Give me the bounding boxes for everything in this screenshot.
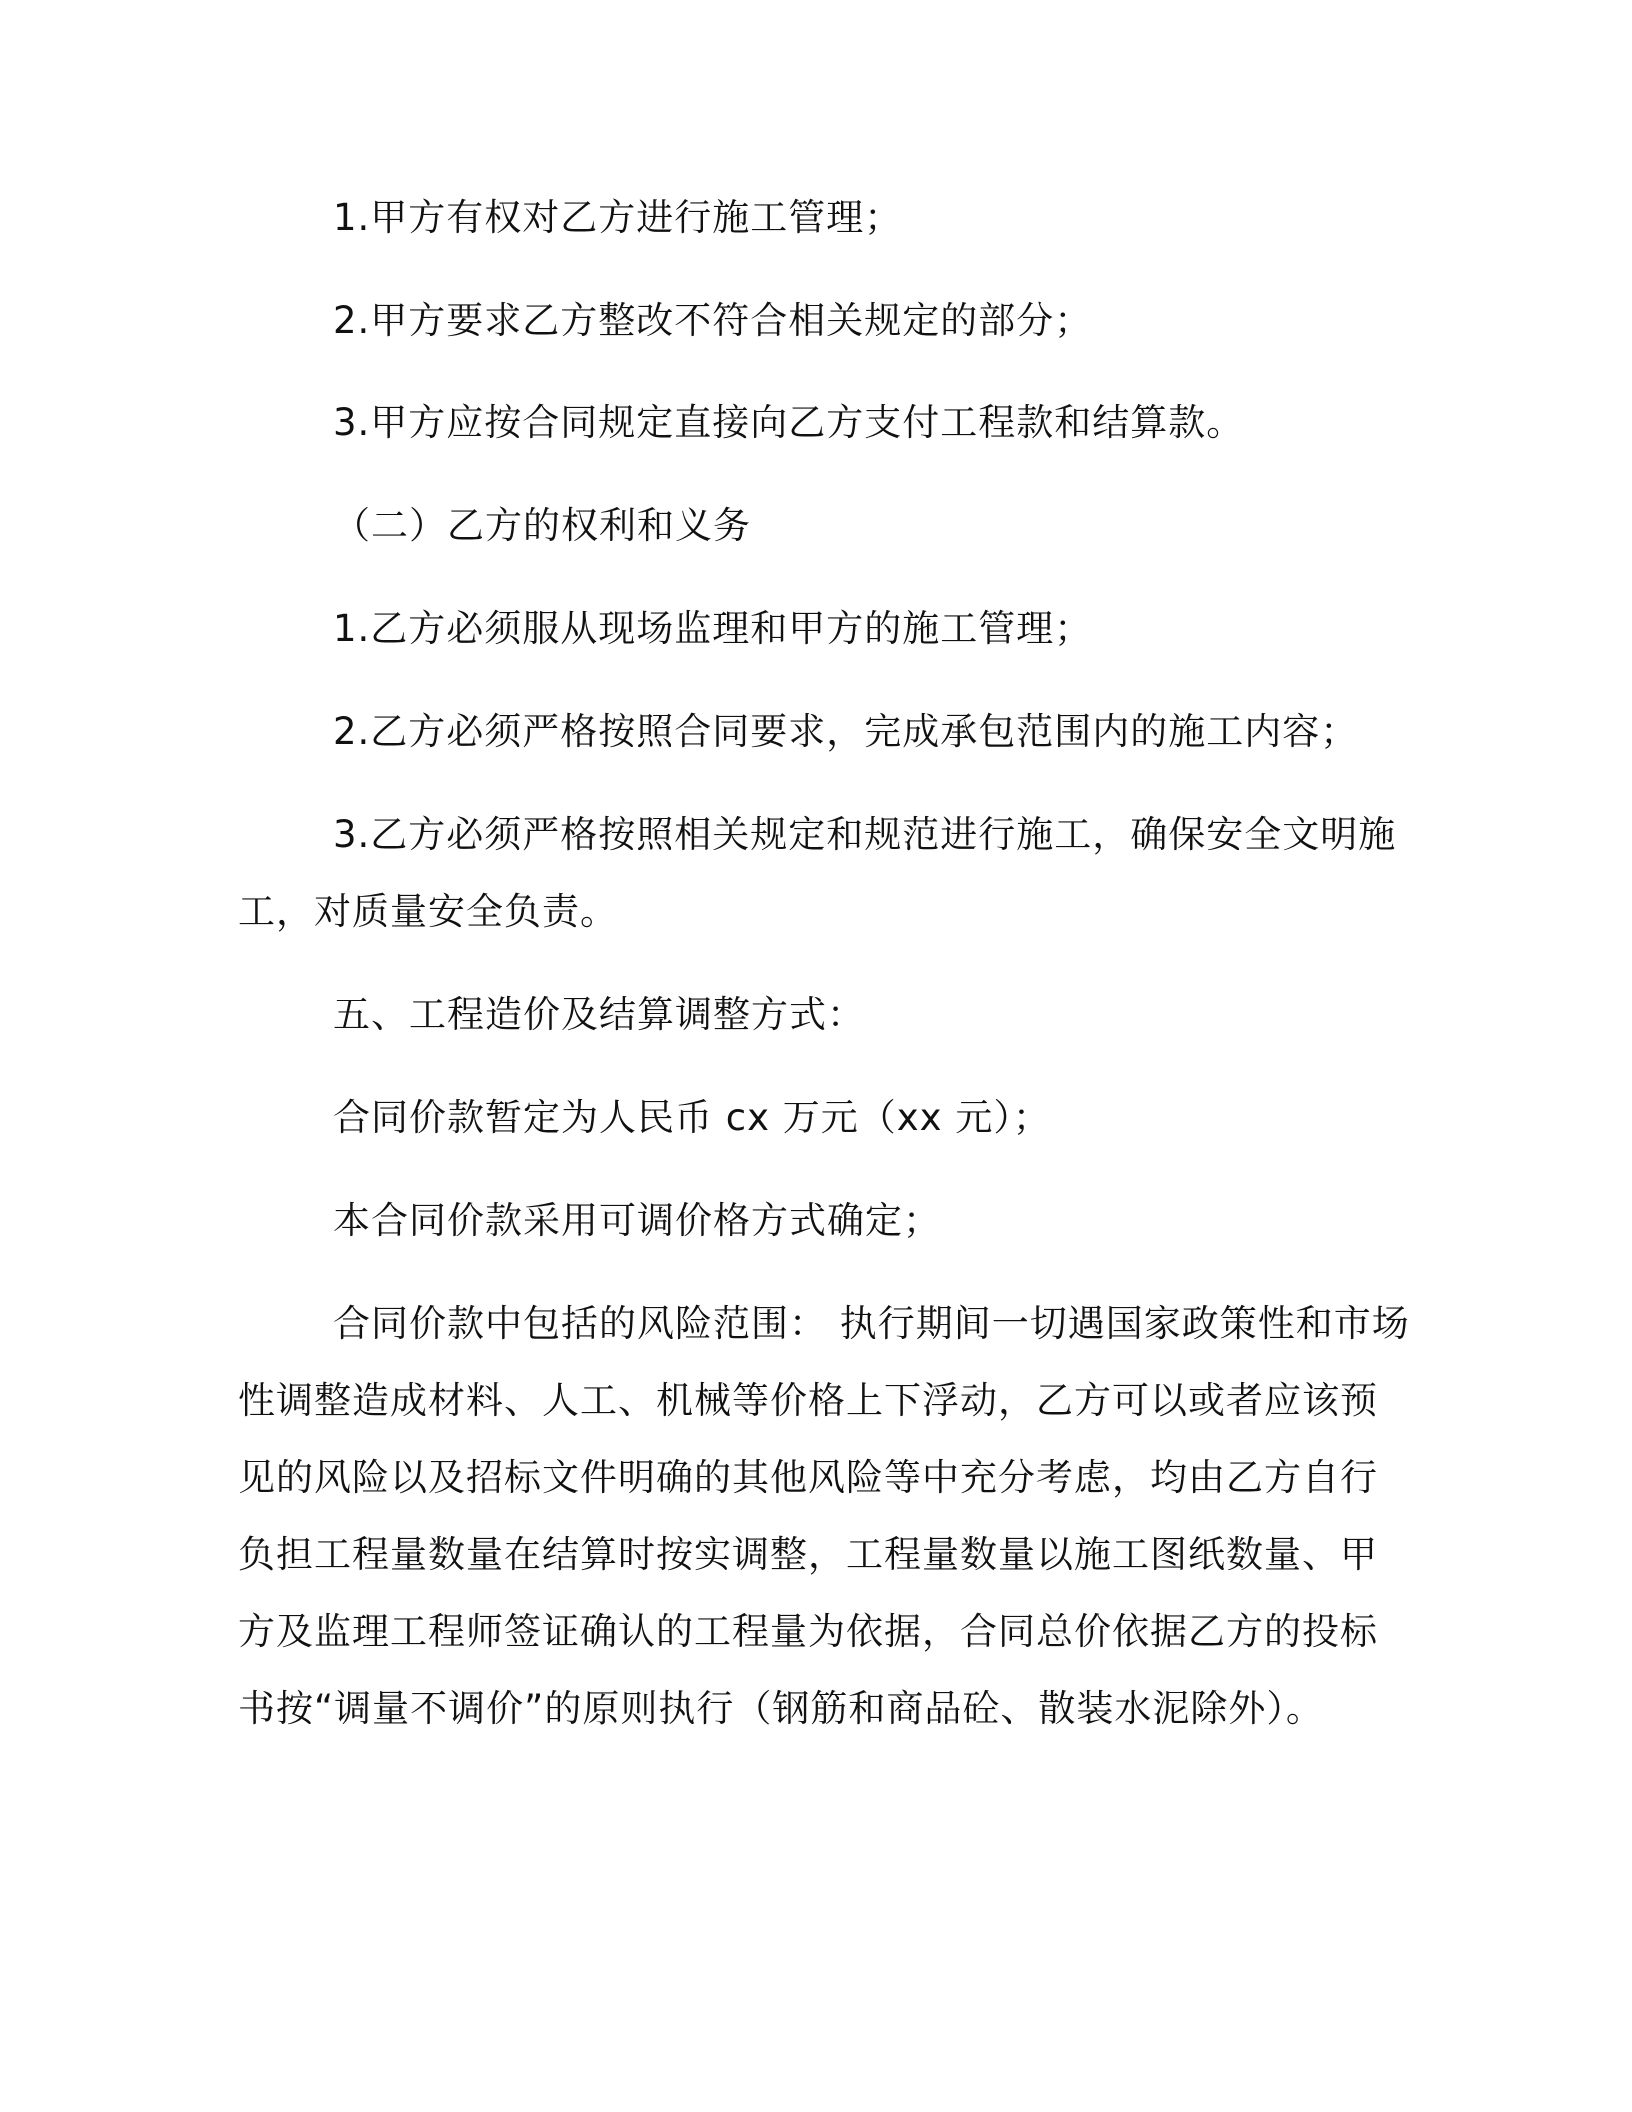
- risk-scope-line-3: 见的风险以及招标文件明确的其他风险等中充分考虑，均由乙方自行: [238, 1456, 1378, 1499]
- clause-party-b-1: 1.乙方必须服从现场监理和甲方的施工管理；: [333, 607, 1093, 650]
- risk-scope-line-4: 负担工程量数量在结算时按实调整，工程量数量以施工图纸数量、甲: [238, 1533, 1378, 1576]
- clause-party-a-1: 1.甲方有权对乙方进行施工管理；: [333, 196, 903, 239]
- risk-scope-line-6: 书按“调量不调价”的原则执行（钢筋和商品砼、散装水泥除外）。: [238, 1687, 1324, 1730]
- risk-scope-line-2: 性调整造成材料、人工、机械等价格上下浮动，乙方可以或者应该预: [238, 1379, 1378, 1422]
- pricing-method-line: 本合同价款采用可调价格方式确定；: [333, 1199, 941, 1242]
- clause-party-b-3-line-2: 工，对质量安全负责。: [238, 890, 618, 933]
- risk-scope-line-1: 合同价款中包括的风险范围： 执行期间一切遇国家政策性和市场: [333, 1302, 1410, 1345]
- section-heading-party-b: （二）乙方的权利和义务: [333, 504, 751, 547]
- risk-scope-line-5: 方及监理工程师签证确认的工程量为依据，合同总价依据乙方的投标: [238, 1610, 1378, 1653]
- contract-price-line: 合同价款暂定为人民币 cx 万元（xx 元）；: [333, 1096, 1051, 1139]
- clause-party-b-3-line-1: 3.乙方必须严格按照相关规定和规范进行施工，确保安全文明施: [333, 813, 1397, 856]
- clause-party-b-2: 2.乙方必须严格按照合同要求，完成承包范围内的施工内容；: [333, 710, 1359, 753]
- clause-party-a-2: 2.甲方要求乙方整改不符合相关规定的部分；: [333, 299, 1093, 342]
- section-heading-pricing: 五、工程造价及结算调整方式：: [333, 993, 865, 1036]
- clause-party-a-3: 3.甲方应按合同规定直接向乙方支付工程款和结算款。: [333, 401, 1245, 444]
